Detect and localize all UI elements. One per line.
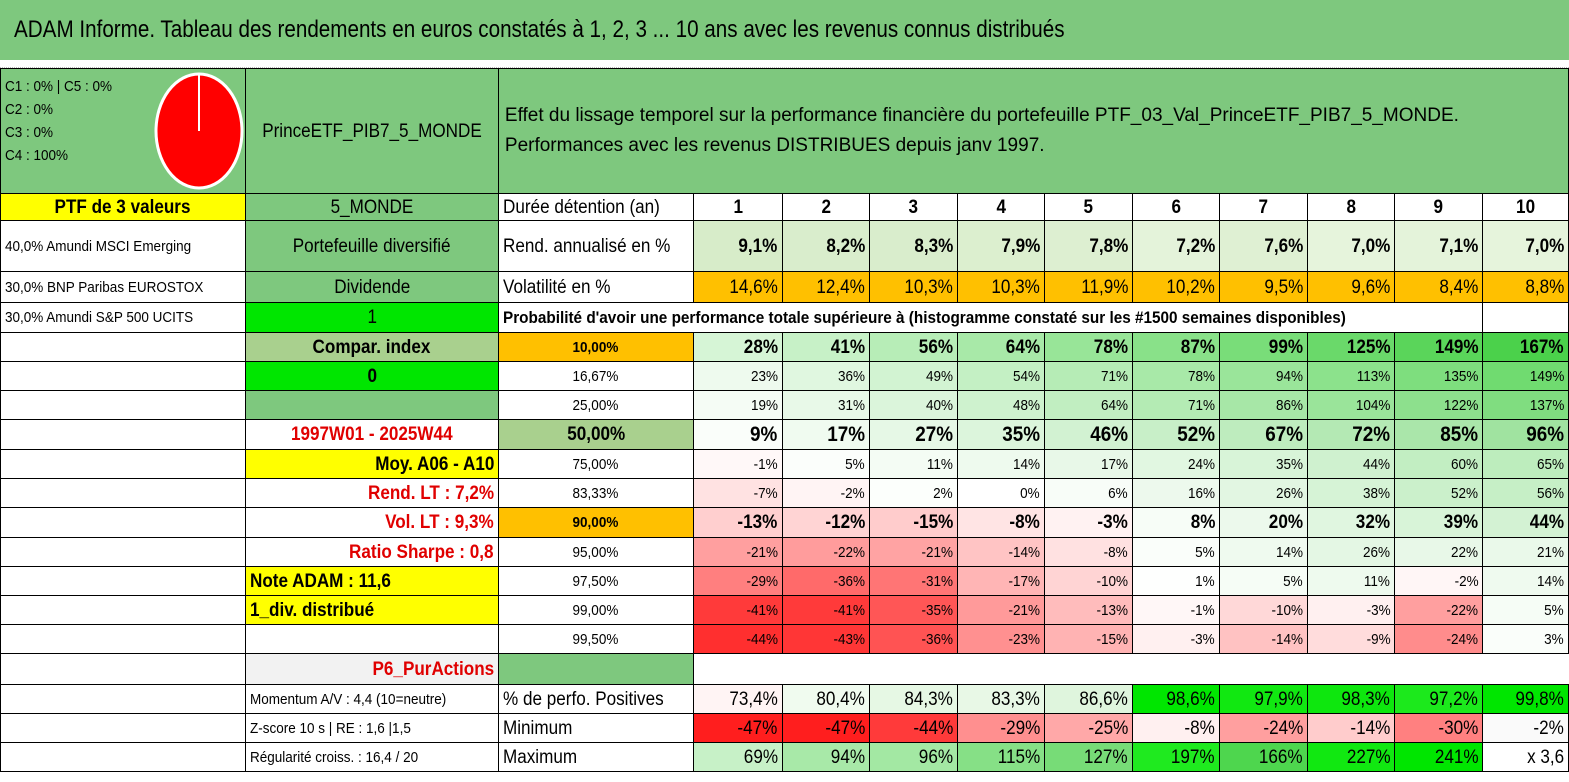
quantile-value: -14%	[957, 538, 1044, 567]
quantile-value: 22%	[1395, 538, 1483, 567]
rend-value: 7,0%	[1483, 221, 1569, 272]
vol-value: 8,8%	[1483, 272, 1569, 303]
quantile-value: 14%	[1483, 567, 1569, 596]
vol-lt-label: Vol. LT : 9,3%	[245, 508, 498, 538]
p6-label: P6_PurActions	[245, 654, 498, 685]
quantile-value: 32%	[1308, 508, 1395, 538]
quantile-value: 16%	[1132, 479, 1219, 508]
quantile-value: 39%	[1395, 508, 1483, 538]
quantile-value: 6%	[1044, 479, 1132, 508]
title-separator	[0, 60, 1569, 68]
quantile-value: 72%	[1308, 420, 1395, 450]
zone-label: 5_MONDE	[245, 194, 498, 221]
quantile-value: -3%	[1132, 625, 1219, 654]
year-header: 10	[1483, 194, 1569, 221]
quantile-value: -15%	[1044, 625, 1132, 654]
quantile-value: -22%	[782, 538, 869, 567]
quantile-value: 67%	[1220, 420, 1308, 450]
quantile-value: 52%	[1132, 420, 1219, 450]
quantile-value: -2%	[1395, 567, 1483, 596]
div-label: 1_div. distribué	[245, 596, 498, 625]
quantile-value: -29%	[693, 567, 782, 596]
one-value: 1	[245, 303, 498, 333]
rend-value: 9,1%	[693, 221, 782, 272]
quantile-value: -44%	[693, 625, 782, 654]
composition-cell	[1, 69, 246, 194]
quantile-value: 26%	[1308, 538, 1395, 567]
minimum-value: -30%	[1395, 714, 1483, 743]
minimum-label: Minimum	[498, 714, 693, 743]
quantile-value: 49%	[869, 362, 957, 391]
quantile-value: 60%	[1395, 450, 1483, 479]
quantile-value: 21%	[1483, 538, 1569, 567]
blank-cell	[1483, 303, 1569, 333]
quantile-value: 104%	[1308, 391, 1395, 420]
quantile-value: -8%	[957, 508, 1044, 538]
quantile-label: 83,33%	[498, 479, 693, 508]
quantile-value: -41%	[782, 596, 869, 625]
quantile-value: -17%	[957, 567, 1044, 596]
quantile-label: 95,00%	[498, 538, 693, 567]
year-header: 1	[693, 194, 782, 221]
vol-value: 9,6%	[1308, 272, 1395, 303]
rend-value: 7,1%	[1395, 221, 1483, 272]
positives-value: 84,3%	[869, 685, 957, 714]
year-header: 4	[957, 194, 1044, 221]
holding-item: 30,0% BNP Paribas EUROSTOX	[1, 272, 246, 303]
quantile-value: -36%	[869, 625, 957, 654]
minimum-value: -14%	[1308, 714, 1395, 743]
performance-table	[0, 68, 1569, 772]
year-header: 8	[1308, 194, 1395, 221]
quantile-value: 31%	[782, 391, 869, 420]
year-header: 5	[1044, 194, 1132, 221]
quantile-label: 16,67%	[498, 362, 693, 391]
years-header-label: Durée détention (an)	[498, 194, 693, 221]
quantile-value: 64%	[1044, 391, 1132, 420]
year-header: 6	[1132, 194, 1219, 221]
quantile-value: -10%	[1220, 596, 1308, 625]
maximum-value: 197%	[1132, 743, 1219, 772]
minimum-value: -44%	[869, 714, 957, 743]
quantile-label: 50,00%	[498, 420, 693, 450]
vol-value: 10,3%	[869, 272, 957, 303]
quantile-value: 78%	[1044, 333, 1132, 362]
quantile-value: 9%	[693, 420, 782, 450]
minimum-value: -47%	[782, 714, 869, 743]
zscore-label: Z-score 10 s | RE : 1,6 |1,5	[245, 714, 498, 743]
quantile-value: -21%	[869, 538, 957, 567]
ptf-label: PTF de 3 valeurs	[1, 194, 246, 221]
blank-cell	[1, 714, 246, 743]
compar-index-label: Compar. index	[245, 333, 498, 362]
quantile-label: 99,50%	[498, 625, 693, 654]
quantile-value: 52%	[1395, 479, 1483, 508]
quantile-value: 46%	[1044, 420, 1132, 450]
minimum-value: -8%	[1132, 714, 1219, 743]
quantile-value: 14%	[1220, 538, 1308, 567]
minimum-value: -47%	[693, 714, 782, 743]
quantile-value: -35%	[869, 596, 957, 625]
quantile-value: 44%	[1483, 508, 1569, 538]
minimum-value: -24%	[1220, 714, 1308, 743]
maximum-value: 166%	[1220, 743, 1308, 772]
maximum-label: Maximum	[498, 743, 693, 772]
moy-label: Moy. A06 - A10	[245, 450, 498, 479]
quantile-value: 3%	[1483, 625, 1569, 654]
blank-cell	[245, 625, 498, 654]
quantile-value: 71%	[1132, 391, 1219, 420]
quantile-value: 85%	[1395, 420, 1483, 450]
quantile-value: 48%	[957, 391, 1044, 420]
quantile-value: 64%	[957, 333, 1044, 362]
vol-value: 11,9%	[1044, 272, 1132, 303]
quantile-value: -41%	[693, 596, 782, 625]
quantile-value: 26%	[1220, 479, 1308, 508]
quantile-value: 1%	[1132, 567, 1219, 596]
blank-cell	[1, 567, 246, 596]
quantile-value: 19%	[693, 391, 782, 420]
quantile-value: 35%	[1220, 450, 1308, 479]
quantile-value: -21%	[957, 596, 1044, 625]
year-header: 2	[782, 194, 869, 221]
note-adam-label: Note ADAM : 11,6	[245, 567, 498, 596]
year-header: 3	[869, 194, 957, 221]
holding-item: 30,0% Amundi S&P 500 UCITS	[1, 303, 246, 333]
quantile-value: 8%	[1132, 508, 1219, 538]
quantile-label: 75,00%	[498, 450, 693, 479]
quantile-value: 11%	[1308, 567, 1395, 596]
rend-value: 7,9%	[957, 221, 1044, 272]
quantile-value: -3%	[1044, 508, 1132, 538]
report-title: ADAM Informe. Tableau des rendements en euros constatés à 1, 2, 3 ... 10 ans avec les revenus connus distribués	[14, 16, 1065, 43]
quantile-value: 149%	[1395, 333, 1483, 362]
quantile-value: 23%	[693, 362, 782, 391]
vol-value: 14,6%	[693, 272, 782, 303]
quantile-value: 149%	[1483, 362, 1569, 391]
quantile-value: -10%	[1044, 567, 1132, 596]
blank-cell	[1, 362, 246, 391]
vol-value: 8,4%	[1395, 272, 1483, 303]
quantile-value: -14%	[1220, 625, 1308, 654]
momentum-label: Momentum A/V : 4,4 (10=neutre)	[245, 685, 498, 714]
quantile-value: 87%	[1132, 333, 1219, 362]
quantile-value: 40%	[869, 391, 957, 420]
blank-cell	[1, 743, 246, 772]
blank-cell	[1, 596, 246, 625]
portfolio-type: Portefeuille diversifié	[245, 221, 498, 272]
rend-lt-label: Rend. LT : 7,2%	[245, 479, 498, 508]
quantile-value: 96%	[1483, 420, 1569, 450]
quantile-value: -8%	[1044, 538, 1132, 567]
vol-value: 10,3%	[957, 272, 1044, 303]
vol-value: 12,4%	[782, 272, 869, 303]
quantile-value: 65%	[1483, 450, 1569, 479]
positives-value: 83,3%	[957, 685, 1044, 714]
blank-cell	[1, 420, 246, 450]
minimum-value: -2%	[1483, 714, 1569, 743]
blank-cell	[1, 508, 246, 538]
positives-label: % de perfo. Positives	[498, 685, 693, 714]
positives-value: 86,6%	[1044, 685, 1132, 714]
maximum-value: 241%	[1395, 743, 1483, 772]
maximum-value: 227%	[1308, 743, 1395, 772]
quantile-value: 24%	[1132, 450, 1219, 479]
blank-cell	[1, 450, 246, 479]
quantile-value: -23%	[957, 625, 1044, 654]
quantile-value: 135%	[1395, 362, 1483, 391]
quantile-value: 99%	[1220, 333, 1308, 362]
blank-cell	[1, 685, 246, 714]
positives-value: 98,6%	[1132, 685, 1219, 714]
quantile-value: 35%	[957, 420, 1044, 450]
quantile-value: -13%	[693, 508, 782, 538]
composition-line: C3 : 0%	[5, 124, 54, 141]
compar-index-value: 0	[245, 362, 498, 391]
quantile-value: 36%	[782, 362, 869, 391]
quantile-value: -22%	[1395, 596, 1483, 625]
positives-value: 98,3%	[1308, 685, 1395, 714]
blank-cell	[1, 391, 246, 420]
quantile-value: -3%	[1308, 596, 1395, 625]
year-header: 9	[1395, 194, 1483, 221]
composition-line: C2 : 0%	[5, 101, 54, 118]
quantile-value: 17%	[1044, 450, 1132, 479]
quantile-value: -1%	[693, 450, 782, 479]
quantile-value: -7%	[693, 479, 782, 508]
maximum-value: 96%	[869, 743, 957, 772]
rend-value: 7,0%	[1308, 221, 1395, 272]
quantile-value: 44%	[1308, 450, 1395, 479]
quantile-value: 5%	[782, 450, 869, 479]
quantile-value: -21%	[693, 538, 782, 567]
quantile-value: 122%	[1395, 391, 1483, 420]
positives-value: 97,2%	[1395, 685, 1483, 714]
regularite-label: Régularité croiss. : 16,4 / 20	[245, 743, 498, 772]
positives-value: 99,8%	[1483, 685, 1569, 714]
report-title-bar	[0, 0, 1569, 60]
quantile-value: 71%	[1044, 362, 1132, 391]
blank-cell	[498, 654, 693, 685]
quantile-value: -24%	[1395, 625, 1483, 654]
maximum-value: x 3,6	[1483, 743, 1569, 772]
quantile-label: 10,00%	[498, 333, 693, 362]
quantile-value: 38%	[1308, 479, 1395, 508]
quantile-value: 14%	[957, 450, 1044, 479]
quantile-value: 54%	[957, 362, 1044, 391]
blank-cell	[693, 654, 1568, 685]
year-header: 7	[1220, 194, 1308, 221]
composition-line: C4 : 100%	[5, 147, 69, 164]
rend-value: 7,8%	[1044, 221, 1132, 272]
quantile-value: 41%	[782, 333, 869, 362]
minimum-value: -25%	[1044, 714, 1132, 743]
quantile-value: -2%	[782, 479, 869, 508]
quantile-value: -13%	[1044, 596, 1132, 625]
maximum-value: 115%	[957, 743, 1044, 772]
quantile-value: 137%	[1483, 391, 1569, 420]
quantile-label: 90,00%	[498, 508, 693, 538]
blank-cell	[1, 333, 246, 362]
quantile-value: 0%	[957, 479, 1044, 508]
quantile-value: 56%	[869, 333, 957, 362]
quantile-value: 113%	[1308, 362, 1395, 391]
positives-value: 80,4%	[782, 685, 869, 714]
quantile-value: 27%	[869, 420, 957, 450]
vol-value: 10,2%	[1132, 272, 1219, 303]
blank-cell	[245, 391, 498, 420]
composition-line: C1 : 0% | C5 : 0%	[5, 78, 113, 95]
quantile-value: 167%	[1483, 333, 1569, 362]
maximum-value: 69%	[693, 743, 782, 772]
quantile-value: -12%	[782, 508, 869, 538]
quantile-value: -15%	[869, 508, 957, 538]
blank-cell	[1, 538, 246, 567]
fund-name: PrinceETF_PIB7_5_MONDE	[245, 69, 498, 194]
quantile-value: 5%	[1220, 567, 1308, 596]
quantile-value: 11%	[869, 450, 957, 479]
probability-header: Probabilité d'avoir une performance totale supérieure à (histogramme constaté sur les #1500 semaines disponibles)	[498, 303, 1482, 333]
quantile-value: -36%	[782, 567, 869, 596]
quantile-value: -43%	[782, 625, 869, 654]
maximum-value: 94%	[782, 743, 869, 772]
maximum-value: 127%	[1044, 743, 1132, 772]
period-label: 1997W01 - 2025W44	[245, 420, 498, 450]
quantile-value: 125%	[1308, 333, 1395, 362]
holding-item: 40,0% Amundi MSCI Emerging	[1, 221, 246, 272]
vol-value: 9,5%	[1220, 272, 1308, 303]
quantile-label: 99,00%	[498, 596, 693, 625]
quantile-value: 5%	[1483, 596, 1569, 625]
quantile-label: 97,50%	[498, 567, 693, 596]
quantile-value: 5%	[1132, 538, 1219, 567]
quantile-value: -9%	[1308, 625, 1395, 654]
rend-value: 8,3%	[869, 221, 957, 272]
composition-pie-chart	[153, 71, 245, 191]
vol-label: Volatilité en %	[498, 272, 693, 303]
minimum-value: -29%	[957, 714, 1044, 743]
distribution-label: Dividende	[245, 272, 498, 303]
quantile-value: 86%	[1220, 391, 1308, 420]
rend-label: Rend. annualisé en %	[498, 221, 693, 272]
blank-cell	[1, 479, 246, 508]
quantile-value: -1%	[1132, 596, 1219, 625]
positives-value: 73,4%	[693, 685, 782, 714]
quantile-value: 78%	[1132, 362, 1219, 391]
quantile-label: 25,00%	[498, 391, 693, 420]
rend-value: 8,2%	[782, 221, 869, 272]
quantile-value: 17%	[782, 420, 869, 450]
report-description: Effet du lissage temporel sur la performance financière du portefeuille PTF_03_Val_PrinceETF_PIB7_5_MONDE. Performances avec les revenus DISTRIBUES depuis janv 1997.	[498, 69, 1568, 194]
quantile-value: 20%	[1220, 508, 1308, 538]
quantile-value: 56%	[1483, 479, 1569, 508]
rend-value: 7,2%	[1132, 221, 1219, 272]
quantile-value: 2%	[869, 479, 957, 508]
quantile-value: 28%	[693, 333, 782, 362]
sharpe-label: Ratio Sharpe : 0,8	[245, 538, 498, 567]
quantile-value: 94%	[1220, 362, 1308, 391]
blank-cell	[1, 654, 246, 685]
quantile-value: -31%	[869, 567, 957, 596]
blank-cell	[1, 625, 246, 654]
positives-value: 97,9%	[1220, 685, 1308, 714]
rend-value: 7,6%	[1220, 221, 1308, 272]
